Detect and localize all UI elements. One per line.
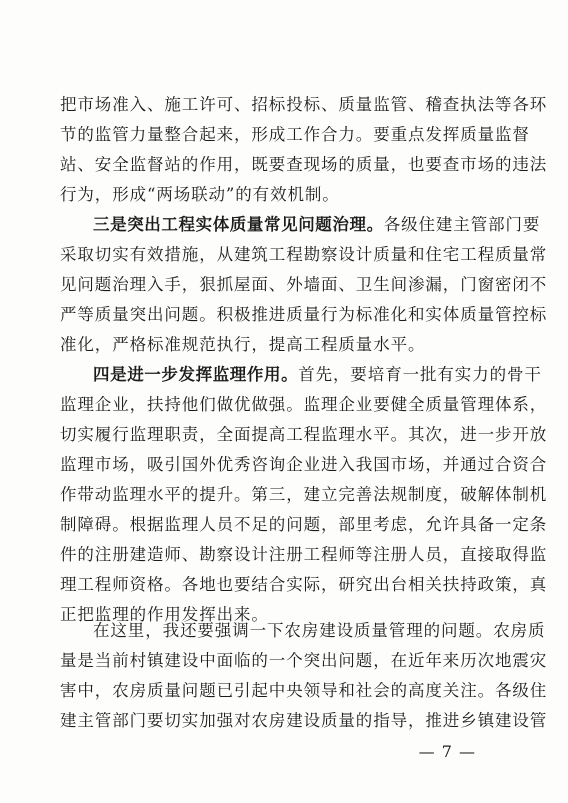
text-run: 各级住建主管部门要 (383, 215, 541, 234)
text-line: 准化，严格标准规范执行，提高工程质量水平。 (60, 335, 426, 354)
text-line (60, 360, 542, 390)
text-line: 在这里，我还要强调一下农房建设质量管理的问题。农房质 (93, 621, 546, 640)
section-heading: 三是突出工程实体质量常见问题治理。 (93, 215, 384, 234)
text-line: 行为，形成“两场联动”的有效机制。 (60, 185, 340, 204)
paragraph-rural-housing (60, 616, 548, 736)
text-line: 监理市场，吸引国外优秀咨询企业进入我国市场，并通过合资合 (60, 455, 548, 474)
text-line: 采取切实有效措施，从建筑工程勘察设计质量和住宅工程质量常 (60, 245, 548, 264)
paragraph-quality-issues (60, 210, 548, 360)
text-line (60, 210, 541, 240)
text-line: 害中，农房质量问题已引起中央领导和社会的高度关注。各级住 (60, 681, 548, 700)
text-line: 切实履行监理职责，全面提高工程监理水平。其次，进一步开放 (60, 425, 548, 444)
text-line: 站、安全监督站的作用，既要查现场的质量，也要查市场的违法 (60, 155, 548, 174)
text-line: 建主管部门要切实加强对农房建设质量的指导，推进乡镇建设管 (60, 711, 548, 730)
text-line: 把市场准入、施工许可、招标投标、质量监管、稽查执法等各环 (60, 95, 548, 114)
text-run: 首先，要培育一批有实力的骨干 (298, 365, 542, 384)
text-line: 见问题治理入手，狠抓屋面、外墙面、卫生间渗漏，门窗密闭不 (60, 275, 548, 294)
text-line: 量是当前村镇建设中面临的一个突出问题，在近年来历次地震灾 (60, 651, 548, 670)
text-line: 正把监理的作用发挥出来。 (60, 605, 269, 624)
page-number: — 7 — (418, 742, 476, 761)
document-page (60, 0, 548, 803)
text-line: 理工程师资格。各地也要结合实际，研究出台相关扶持政策，真 (60, 575, 548, 594)
paragraph-supervision (60, 360, 548, 630)
text-line: 制障碍。根据监理人员不足的问题，部里考虑，允许具备一定条 (60, 515, 548, 534)
text-line: 严等质量突出问题。积极推进质量行为标准化和实体质量管控标 (60, 305, 548, 324)
text-line: 件的注册建造师、勘察设计注册工程师等注册人员，直接取得监 (60, 545, 548, 564)
paragraph-market-regulation (60, 90, 548, 210)
text-line: 监理企业，扶持他们做优做强。监理企业要健全质量管理体系， (60, 395, 548, 414)
text-line: 作带动监理水平的提升。第三，建立完善法规制度，破解体制机 (60, 485, 548, 504)
text-line: 节的监管力量整合起来，形成工作合力。要重点发挥质量监督 (60, 125, 530, 144)
section-heading: 四是进一步发挥监理作用。 (93, 365, 299, 384)
